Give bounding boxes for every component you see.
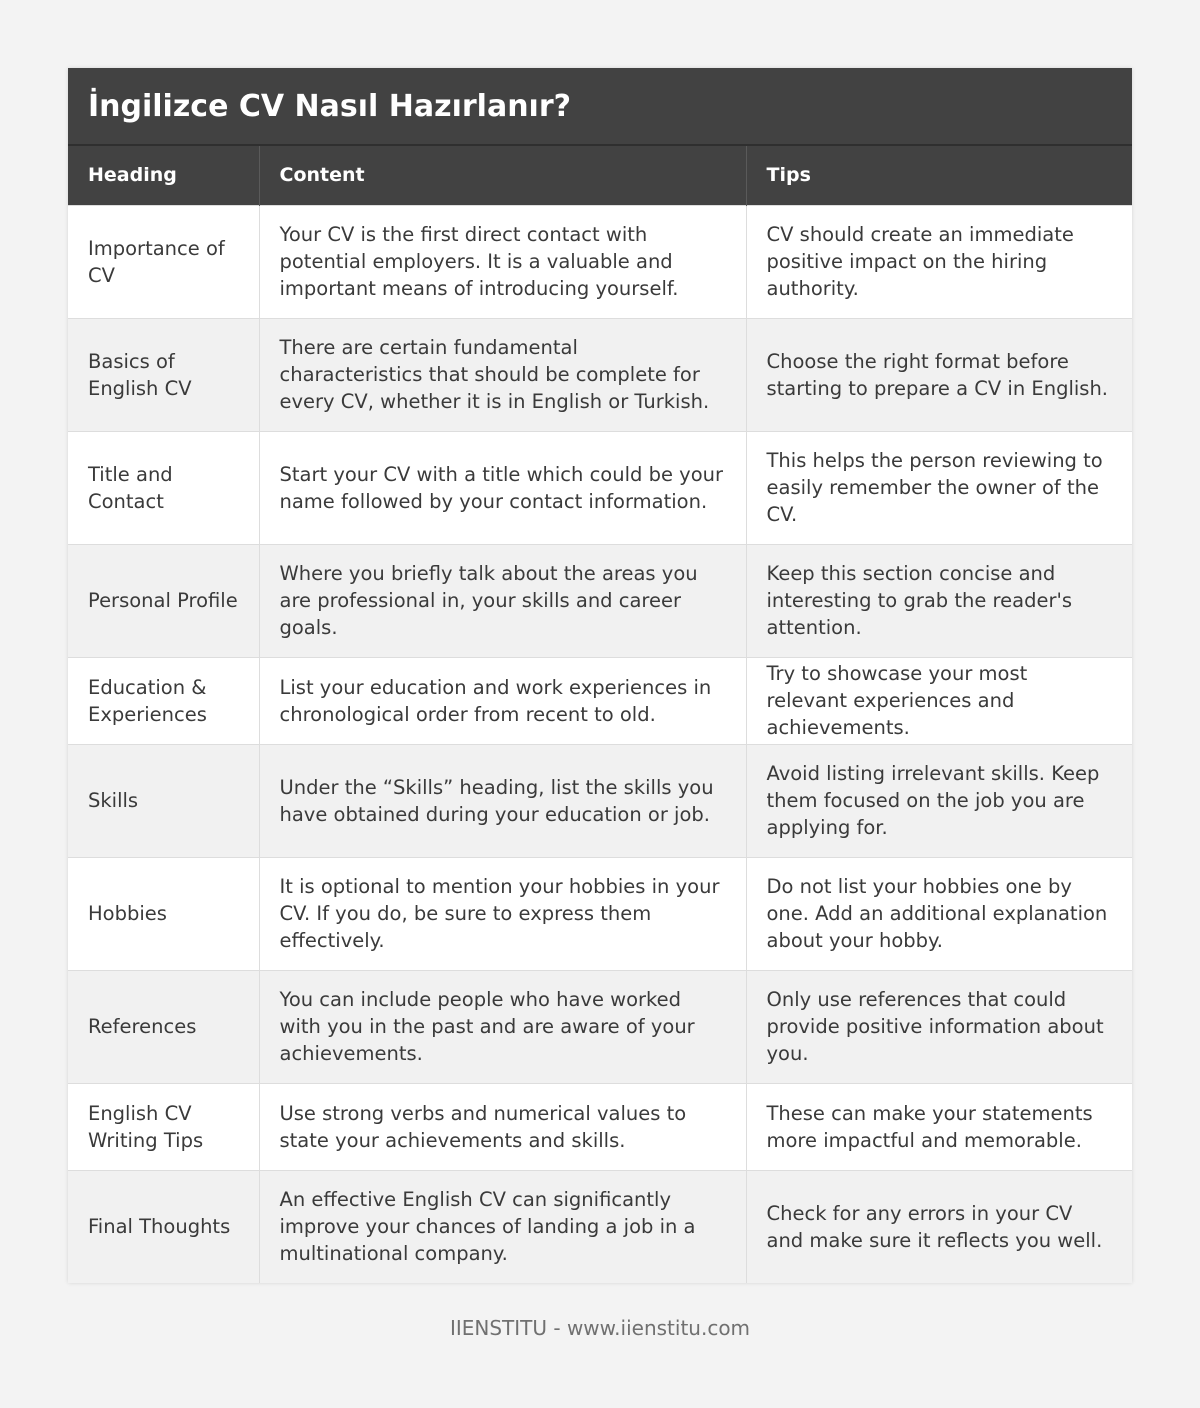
row-tips: Do not list your hobbies one by one. Add an additional explanation about your hobby. (746, 857, 1132, 970)
row-content: You can include people who have worked with you in the past and are aware of your achievements. (259, 970, 746, 1083)
table-title: İngilizce CV Nasıl Hazırlanır? (68, 68, 1132, 144)
table-row (68, 744, 1132, 857)
table-header-row (68, 145, 1132, 205)
row-heading: Hobbies (68, 857, 259, 970)
column-header-heading: Heading (68, 145, 259, 205)
table-row (68, 318, 1132, 431)
table-card (68, 68, 1132, 1283)
row-content: It is optional to mention your hobbies in your CV. If you do, be sure to express them effectively. (259, 857, 746, 970)
row-heading: Importance of CV (68, 205, 259, 318)
row-heading: Basics of English CV (68, 318, 259, 431)
row-tips: Choose the right format before starting to prepare a CV in English. (746, 318, 1132, 431)
row-content: Where you briefly talk about the areas you are professional in, your skills and career goals. (259, 544, 746, 657)
row-tips: CV should create an immediate positive impact on the hiring authority. (746, 205, 1132, 318)
row-content: List your education and work experiences in chronological order from recent to old. (259, 657, 746, 744)
row-heading: Skills (68, 744, 259, 857)
row-content: Use strong verbs and numerical values to state your achievements and skills. (259, 1083, 746, 1170)
table-row (68, 657, 1132, 744)
row-tips: Keep this section concise and interesting to grab the reader's attention. (746, 544, 1132, 657)
row-heading: Personal Profile (68, 544, 259, 657)
row-tips: Try to showcase your most relevant experiences and achievements. (746, 657, 1132, 744)
row-tips: Avoid listing irrelevant skills. Keep them focused on the job you are applying for. (746, 744, 1132, 857)
table-row (68, 1083, 1132, 1170)
row-tips: Only use references that could provide positive information about you. (746, 970, 1132, 1083)
row-heading: Final Thoughts (68, 1170, 259, 1283)
column-header-tips: Tips (746, 145, 1132, 205)
table-row (68, 970, 1132, 1083)
row-tips: Check for any errors in your CV and make sure it reflects you well. (746, 1170, 1132, 1283)
row-heading: Title and Contact (68, 431, 259, 544)
row-heading: References (68, 970, 259, 1083)
table-row (68, 205, 1132, 318)
row-content: Your CV is the first direct contact with potential employers. It is a valuable and important means of introducing yourself. (259, 205, 746, 318)
row-content: An effective English CV can significantly improve your chances of landing a job in a multinational company. (259, 1170, 746, 1283)
row-heading: English CV Writing Tips (68, 1083, 259, 1170)
row-tips: These can make your statements more impactful and memorable. (746, 1083, 1132, 1170)
row-content: There are certain fundamental characteristics that should be complete for every CV, whether it is in English or Turkish. (259, 318, 746, 431)
table-row (68, 431, 1132, 544)
row-content: Start your CV with a title which could be your name followed by your contact information. (259, 431, 746, 544)
row-content: Under the “Skills” heading, list the skills you have obtained during your education or job. (259, 744, 746, 857)
column-header-content: Content (259, 145, 746, 205)
table-row (68, 1170, 1132, 1283)
row-tips: This helps the person reviewing to easily remember the owner of the CV. (746, 431, 1132, 544)
footer-credit: IIENSTITU - www.iienstitu.com (449, 1316, 751, 1340)
table-row (68, 544, 1132, 657)
row-heading: Education & Experiences (68, 657, 259, 744)
table-row (68, 857, 1132, 970)
cv-table (68, 144, 1132, 1283)
